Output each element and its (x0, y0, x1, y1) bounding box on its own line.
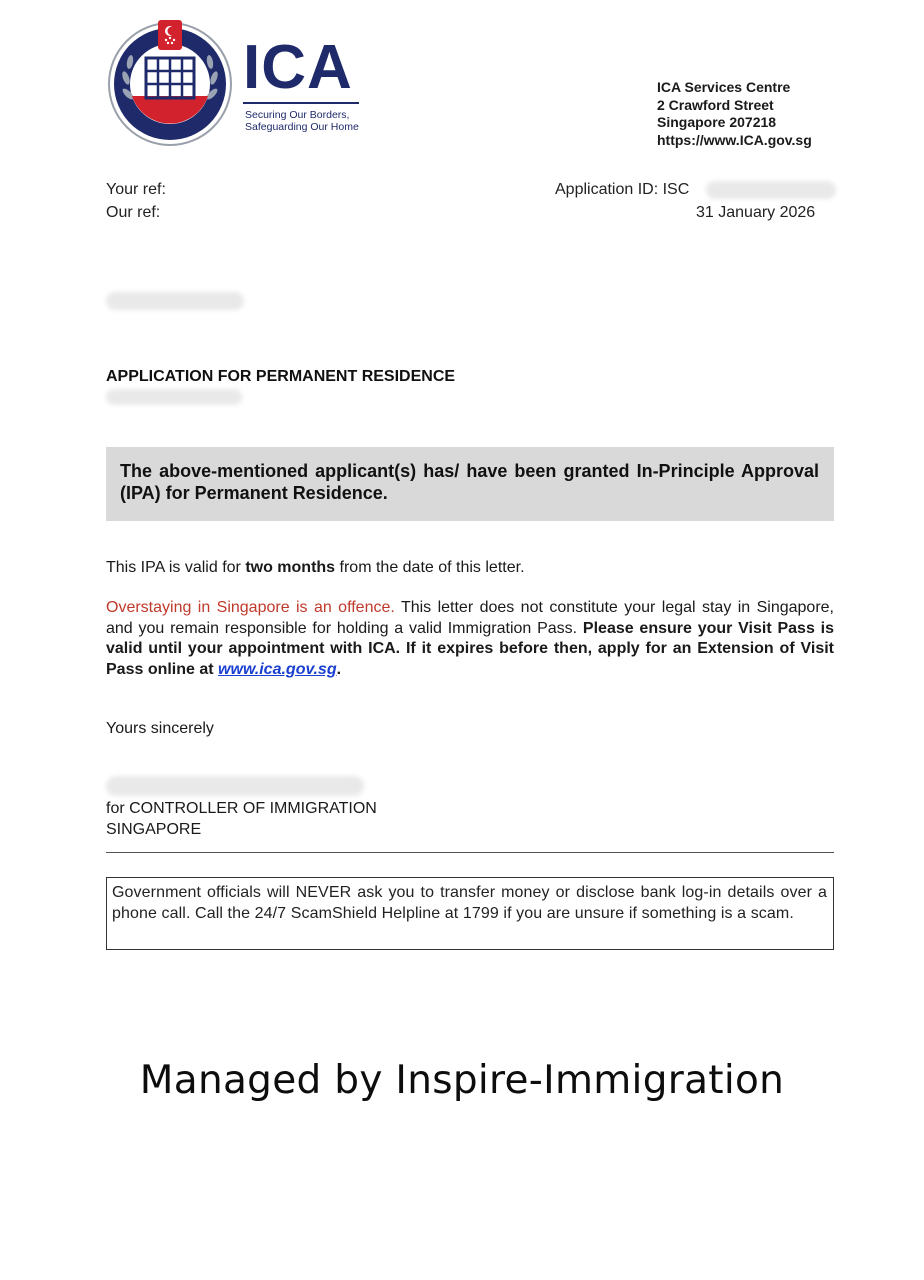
letter-subject: APPLICATION FOR PERMANENT RESIDENCE (106, 368, 456, 385)
approval-banner (106, 447, 834, 521)
logo-divider (243, 102, 359, 104)
sender-address (657, 79, 812, 149)
footer-divider (106, 852, 834, 853)
ica-seal-logo (106, 18, 234, 146)
redacted-signatory-name (106, 776, 364, 796)
approval-text: The above-mentioned applicant(s) has/ have been granted In-Principle Approval (IPA) for Permanent Residence. (120, 461, 819, 503)
validity-suffix: from the date of this letter. (335, 559, 525, 576)
validity-statement (106, 558, 525, 579)
tagline-line-1: Securing Our Borders, (245, 109, 350, 121)
validity-duration: two months (245, 559, 336, 576)
overstay-warning: Overstaying in Singapore is an offence. (106, 599, 395, 616)
signatory-line-1: for CONTROLLER OF IMMIGRATION (106, 800, 377, 817)
signatory-block (106, 798, 377, 840)
redacted-applicant-name (106, 389, 242, 405)
signatory-line-2: SINGAPORE (106, 821, 202, 838)
letter-date: 31 January 2026 (696, 204, 816, 221)
closing-salutation: Yours sincerely (106, 720, 214, 737)
overstay-notice (106, 598, 834, 680)
notice-instruction: Please ensure your Visit Pass is valid until your appointment with ICA. If it expires before then, apply for an Extension of Visit Pass online at (106, 619, 834, 678)
notice-body: This letter does not constitute your legal stay in Singapore, and you remain responsible for holding a valid Immigration Pass. (106, 599, 835, 637)
redacted-application-id (706, 181, 836, 199)
address-line-2: 2 Crawford Street (657, 96, 774, 113)
address-website[interactable]: https://www.ICA.gov.sg (657, 131, 812, 148)
application-id: Application ID: ISC (555, 181, 690, 198)
tagline-line-2: Safeguarding Our Home (245, 121, 359, 133)
your-ref-label: Your ref: (106, 181, 166, 198)
ica-wordmark: ICA (243, 33, 353, 102)
logo-tagline (245, 109, 375, 133)
scam-advisory-text: Government officials will NEVER ask you to transfer money or disclose bank log-in details over a phone call. Call the 24/7 ScamShield Helpline at 1799 if you are unsure if something is a scam. (112, 884, 827, 922)
address-line-1: ICA Services Centre (657, 79, 791, 95)
managed-by-caption: Managed by Inspire-Immigration (139, 1058, 785, 1103)
redacted-recipient-name (106, 292, 244, 310)
ica-website-link[interactable]: www.ica.gov.sg (218, 660, 337, 678)
validity-prefix: This IPA is valid for (106, 559, 246, 576)
notice-end: . (336, 660, 342, 678)
our-ref-label: Our ref: (106, 204, 161, 221)
scam-advisory-box (106, 877, 834, 950)
address-line-3: Singapore 207218 (657, 114, 777, 130)
